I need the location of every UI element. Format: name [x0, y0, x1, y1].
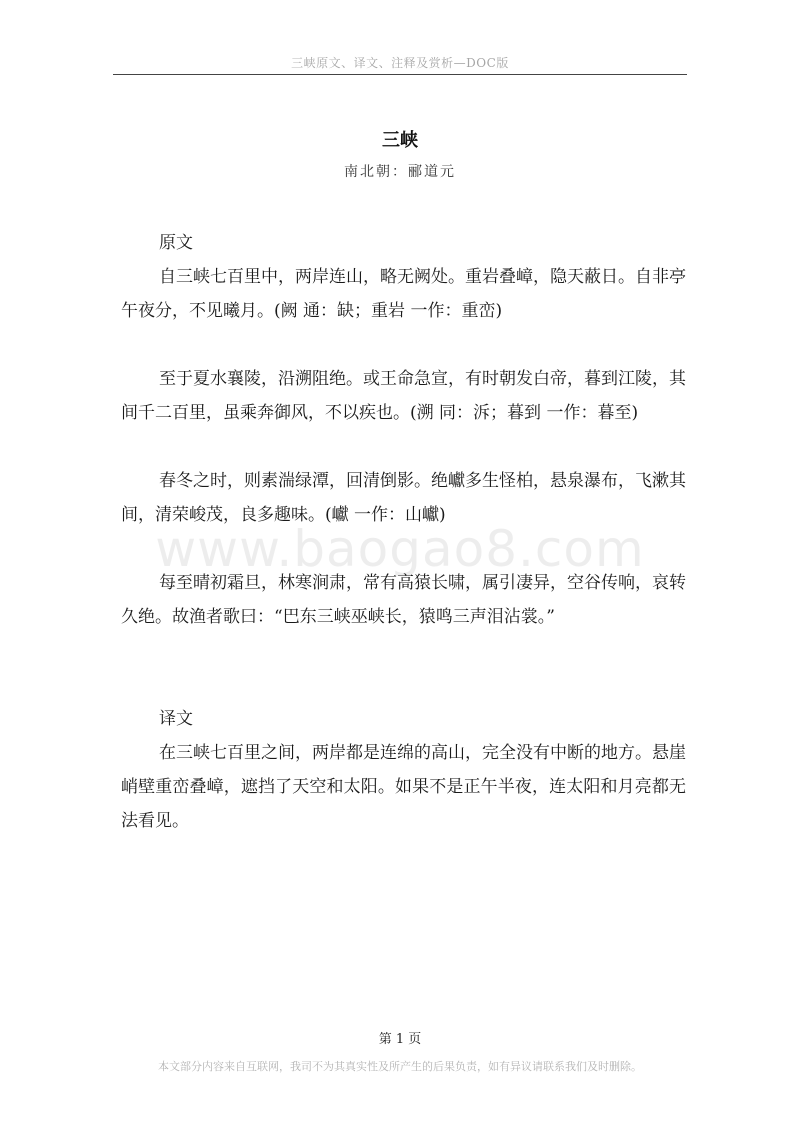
section-heading-original: 原文: [159, 233, 193, 253]
paragraph: 自三峡七百里中，两岸连山，略无阙处。重岩叠嶂，隐天蔽日。自非亭午夜分，不见曦月。(阙 通：缺；重岩 一作：重峦): [121, 267, 686, 321]
document-title: 三峡: [382, 130, 418, 151]
running-header: 三峡原文、译文、注释及赏析—DOC版: [291, 56, 509, 70]
document-author: 南北朝：郦道元: [344, 164, 456, 180]
paragraph: 每至晴初霜旦，林寒涧肃，常有高猿长啸，属引凄异，空谷传响，哀转久绝。故渔者歌曰：“巴东三峡巫峡长，猿鸣三声泪沾裳。”: [121, 573, 686, 627]
paragraph-gap: [121, 532, 686, 566]
paragraph: 在三峡七百里之间，两岸都是连绵的高山，完全没有中断的地方。悬崖峭壁重峦叠嶂，遮挡了天空和太阳。如果不是正午半夜，连太阳和月亮都无法看见。: [121, 743, 686, 831]
section-gap: [121, 634, 686, 702]
paragraph-gap: [121, 430, 686, 464]
paragraph: 至于夏水襄陵，沿溯阻绝。或王命急宣，有时朝发白帝，暮到江陵，其间千二百里，虽乘奔御风，不以疾也。(溯 同：泝；暮到 一作：暮至): [121, 369, 686, 423]
page-number: 第 1 页: [378, 1032, 422, 1047]
header-rule: [113, 74, 687, 75]
footer-disclaimer: 本文部分内容来自互联网，我司不为其真实性及所产生的后果负责，如有异议请联系我们及时删除。: [158, 1060, 642, 1073]
document-body: [121, 226, 686, 838]
paragraph-gap: [121, 328, 686, 362]
paragraph: 春冬之时，则素湍绿潭，回清倒影。绝巘多生怪柏，悬泉瀑布，飞漱其间，清荣峻茂，良多趣味。(巘 一作：山巘): [121, 471, 686, 525]
watermark: www.baogao8.com: [155, 520, 645, 578]
section-heading-translation: 译文: [159, 709, 193, 729]
